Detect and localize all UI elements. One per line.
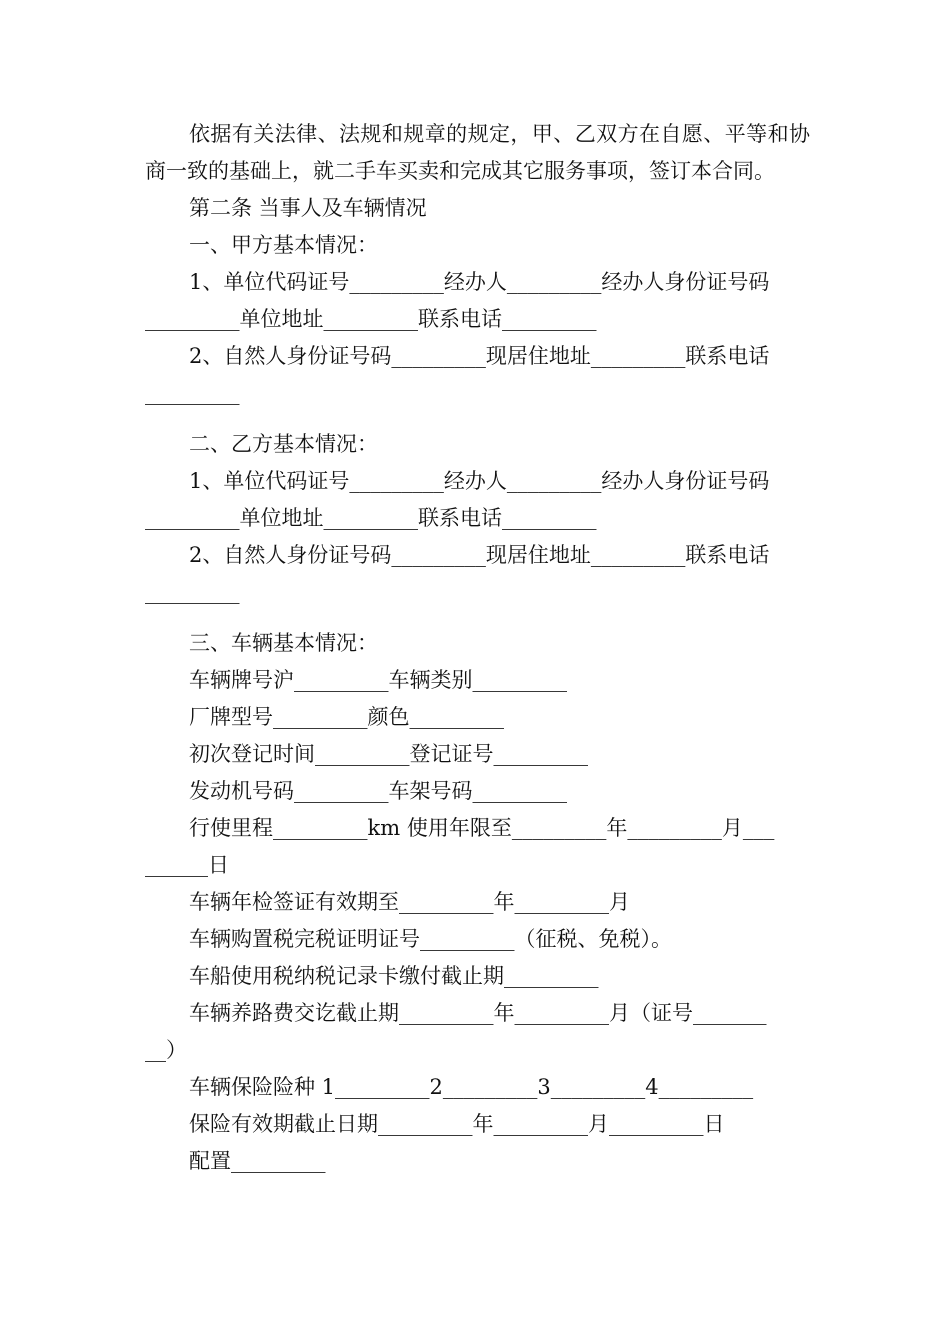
party-b-item2-line1: 2、自然人身份证号码_________现居住地址_________联系电话 (189, 543, 770, 567)
vehicle-registration-line: 初次登记时间_________登记证号_________ (189, 742, 588, 766)
vehicle-road-fee-line1: 车辆养路费交讫截止期_________年_________月（证号_______ (189, 1001, 767, 1025)
vehicle-configuration-line: 配置_________ (189, 1149, 326, 1173)
vehicle-insurance-types-line: 车辆保险险种 1_________2_________3_________4_________ (189, 1075, 754, 1099)
party-a-heading: 一、甲方基本情况： (189, 233, 378, 257)
vehicle-mileage-line1: 行使里程_________km 使用年限至_________年_________月___ (189, 816, 775, 840)
vehicle-heading: 三、车辆基本情况： (189, 631, 378, 655)
article-2-title: 第二条 当事人及车辆情况 (189, 196, 427, 220)
vehicle-plate-line: 车辆牌号沪_________车辆类别_________ (189, 668, 567, 692)
vehicle-insurance-expiry-line: 保险有效期截止日期_________年_________月_________日 (189, 1112, 725, 1136)
party-a-item2-line1: 2、自然人身份证号码_________现居住地址_________联系电话 (189, 344, 770, 368)
party-a-item1-line2: _________单位地址_________联系电话_________ (145, 307, 597, 331)
vehicle-mileage-line2: ______日 (145, 853, 229, 877)
vehicle-purchase-tax-line: 车辆购置税完税证明证号_________（征税、免税）。 (189, 927, 672, 951)
party-b-item2-line2: _________ (145, 580, 240, 604)
party-a-item1-line1: 1、单位代码证号_________经办人_________经办人身份证号码 (189, 270, 770, 294)
vehicle-road-fee-line2: __） (145, 1038, 187, 1062)
intro-paragraph: 依据有关法律、法规和规章的规定，甲、乙双方在自愿、平等和协商一致的基础上，就二手车买卖和完成其它服务事项，签订本合同。 (145, 122, 810, 183)
spacer (145, 412, 810, 426)
party-a-item2-line2: _________ (145, 381, 240, 405)
party-b-item1-line2: _________单位地址_________联系电话_________ (145, 506, 597, 530)
party-b-heading: 二、乙方基本情况： (189, 432, 378, 456)
vehicle-inspection-line: 车辆年检签证有效期至_________年_________月 (189, 890, 630, 914)
party-b-item1-line1: 1、单位代码证号_________经办人_________经办人身份证号码 (189, 469, 770, 493)
contract-body (145, 116, 810, 1180)
vehicle-vessel-tax-line: 车船使用税纳税记录卡缴付截止期_________ (189, 964, 599, 988)
spacer (145, 611, 810, 625)
vehicle-model-line: 厂牌型号_________颜色_________ (189, 705, 504, 729)
vehicle-engine-line: 发动机号码_________车架号码_________ (189, 779, 567, 803)
